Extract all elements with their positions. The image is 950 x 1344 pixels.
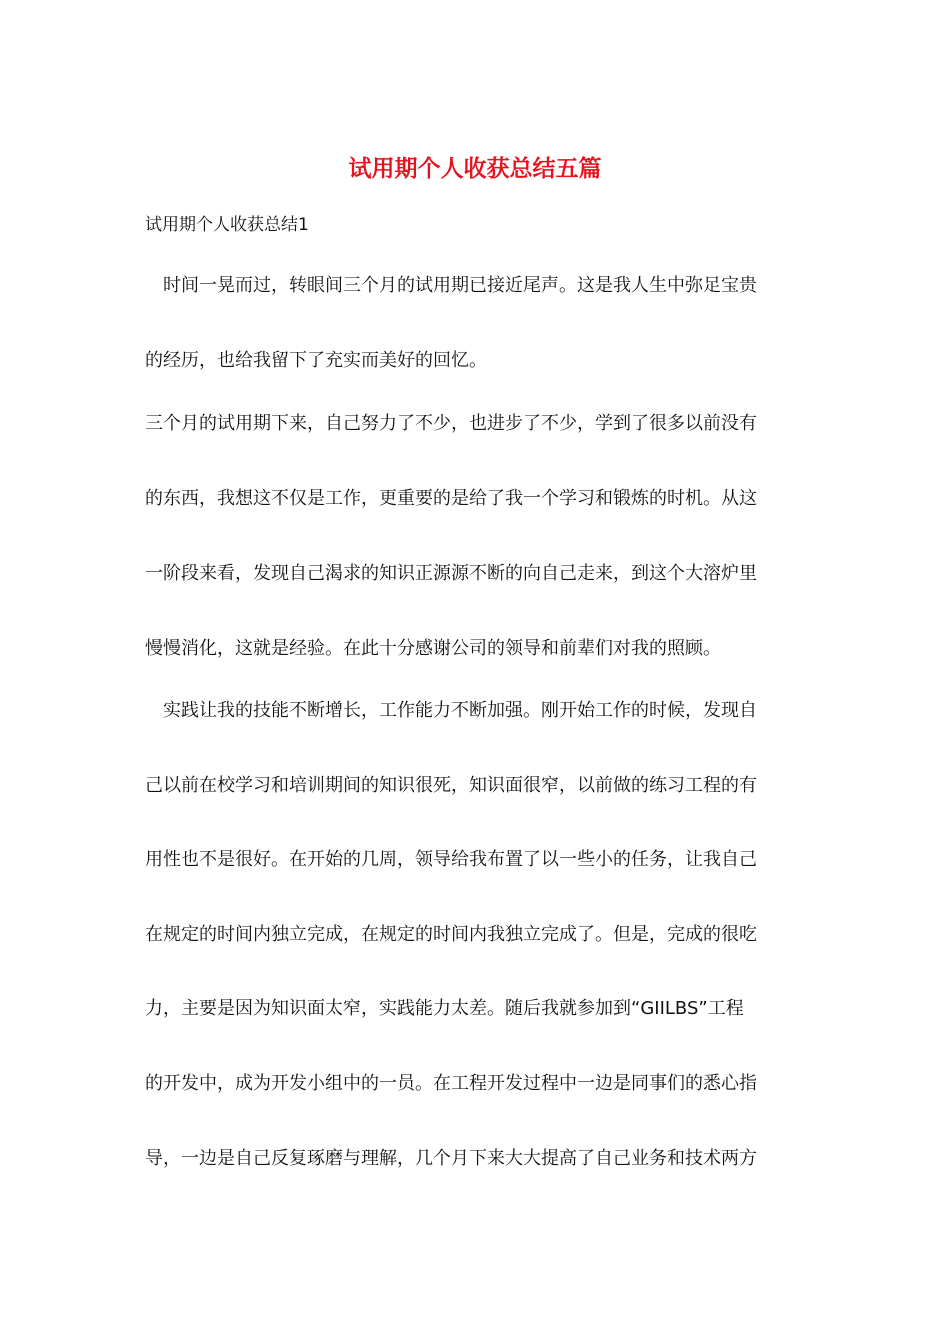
- document-title: 试用期个人收获总结五篇: [348, 155, 602, 182]
- paragraph-line: 的东西，我想这不仅是工作，更重要的是给了我一个学习和锻炼的时机。从这: [145, 488, 757, 509]
- paragraph-line: 实践让我的技能不断增长，工作能力不断加强。刚开始工作的时候，发现自: [163, 700, 757, 721]
- section-heading: 试用期个人收获总结1: [145, 215, 309, 235]
- paragraph-line: 一阶段来看，发现自己渴求的知识正源源不断的向自己走来，到这个大溶炉里: [145, 563, 757, 584]
- paragraph-line: 己以前在校学习和培训期间的知识很死，知识面很窄，以前做的练习工程的有: [145, 775, 757, 796]
- paragraph-line: 时间一晃而过，转眼间三个月的试用期已接近尾声。这是我人生中弥足宝贵: [163, 275, 757, 296]
- paragraph-line: 的经历，也给我留下了充实而美好的回忆。: [145, 350, 487, 371]
- paragraph-line: 三个月的试用期下来，自己努力了不少，也进步了不少，学到了很多以前没有: [145, 413, 757, 434]
- paragraph-line: 力，主要是因为知识面太窄，实践能力太差。随后我就参加到“GIILBS”工程: [145, 998, 744, 1019]
- paragraph-line: 的开发中，成为开发小组中的一员。在工程开发过程中一边是同事们的悉心指: [145, 1073, 757, 1094]
- paragraph-line: 在规定的时间内独立完成，在规定的时间内我独立完成了。但是，完成的很吃: [145, 924, 757, 945]
- paragraph-line: 用性也不是很好。在开始的几周，领导给我布置了以一些小的任务，让我自己: [145, 849, 757, 870]
- paragraph-line: 慢慢消化，这就是经验。在此十分感谢公司的领导和前辈们对我的照顾。: [145, 638, 721, 659]
- paragraph-line: 导，一边是自己反复琢磨与理解，几个月下来大大提高了自己业务和技术两方: [145, 1148, 757, 1169]
